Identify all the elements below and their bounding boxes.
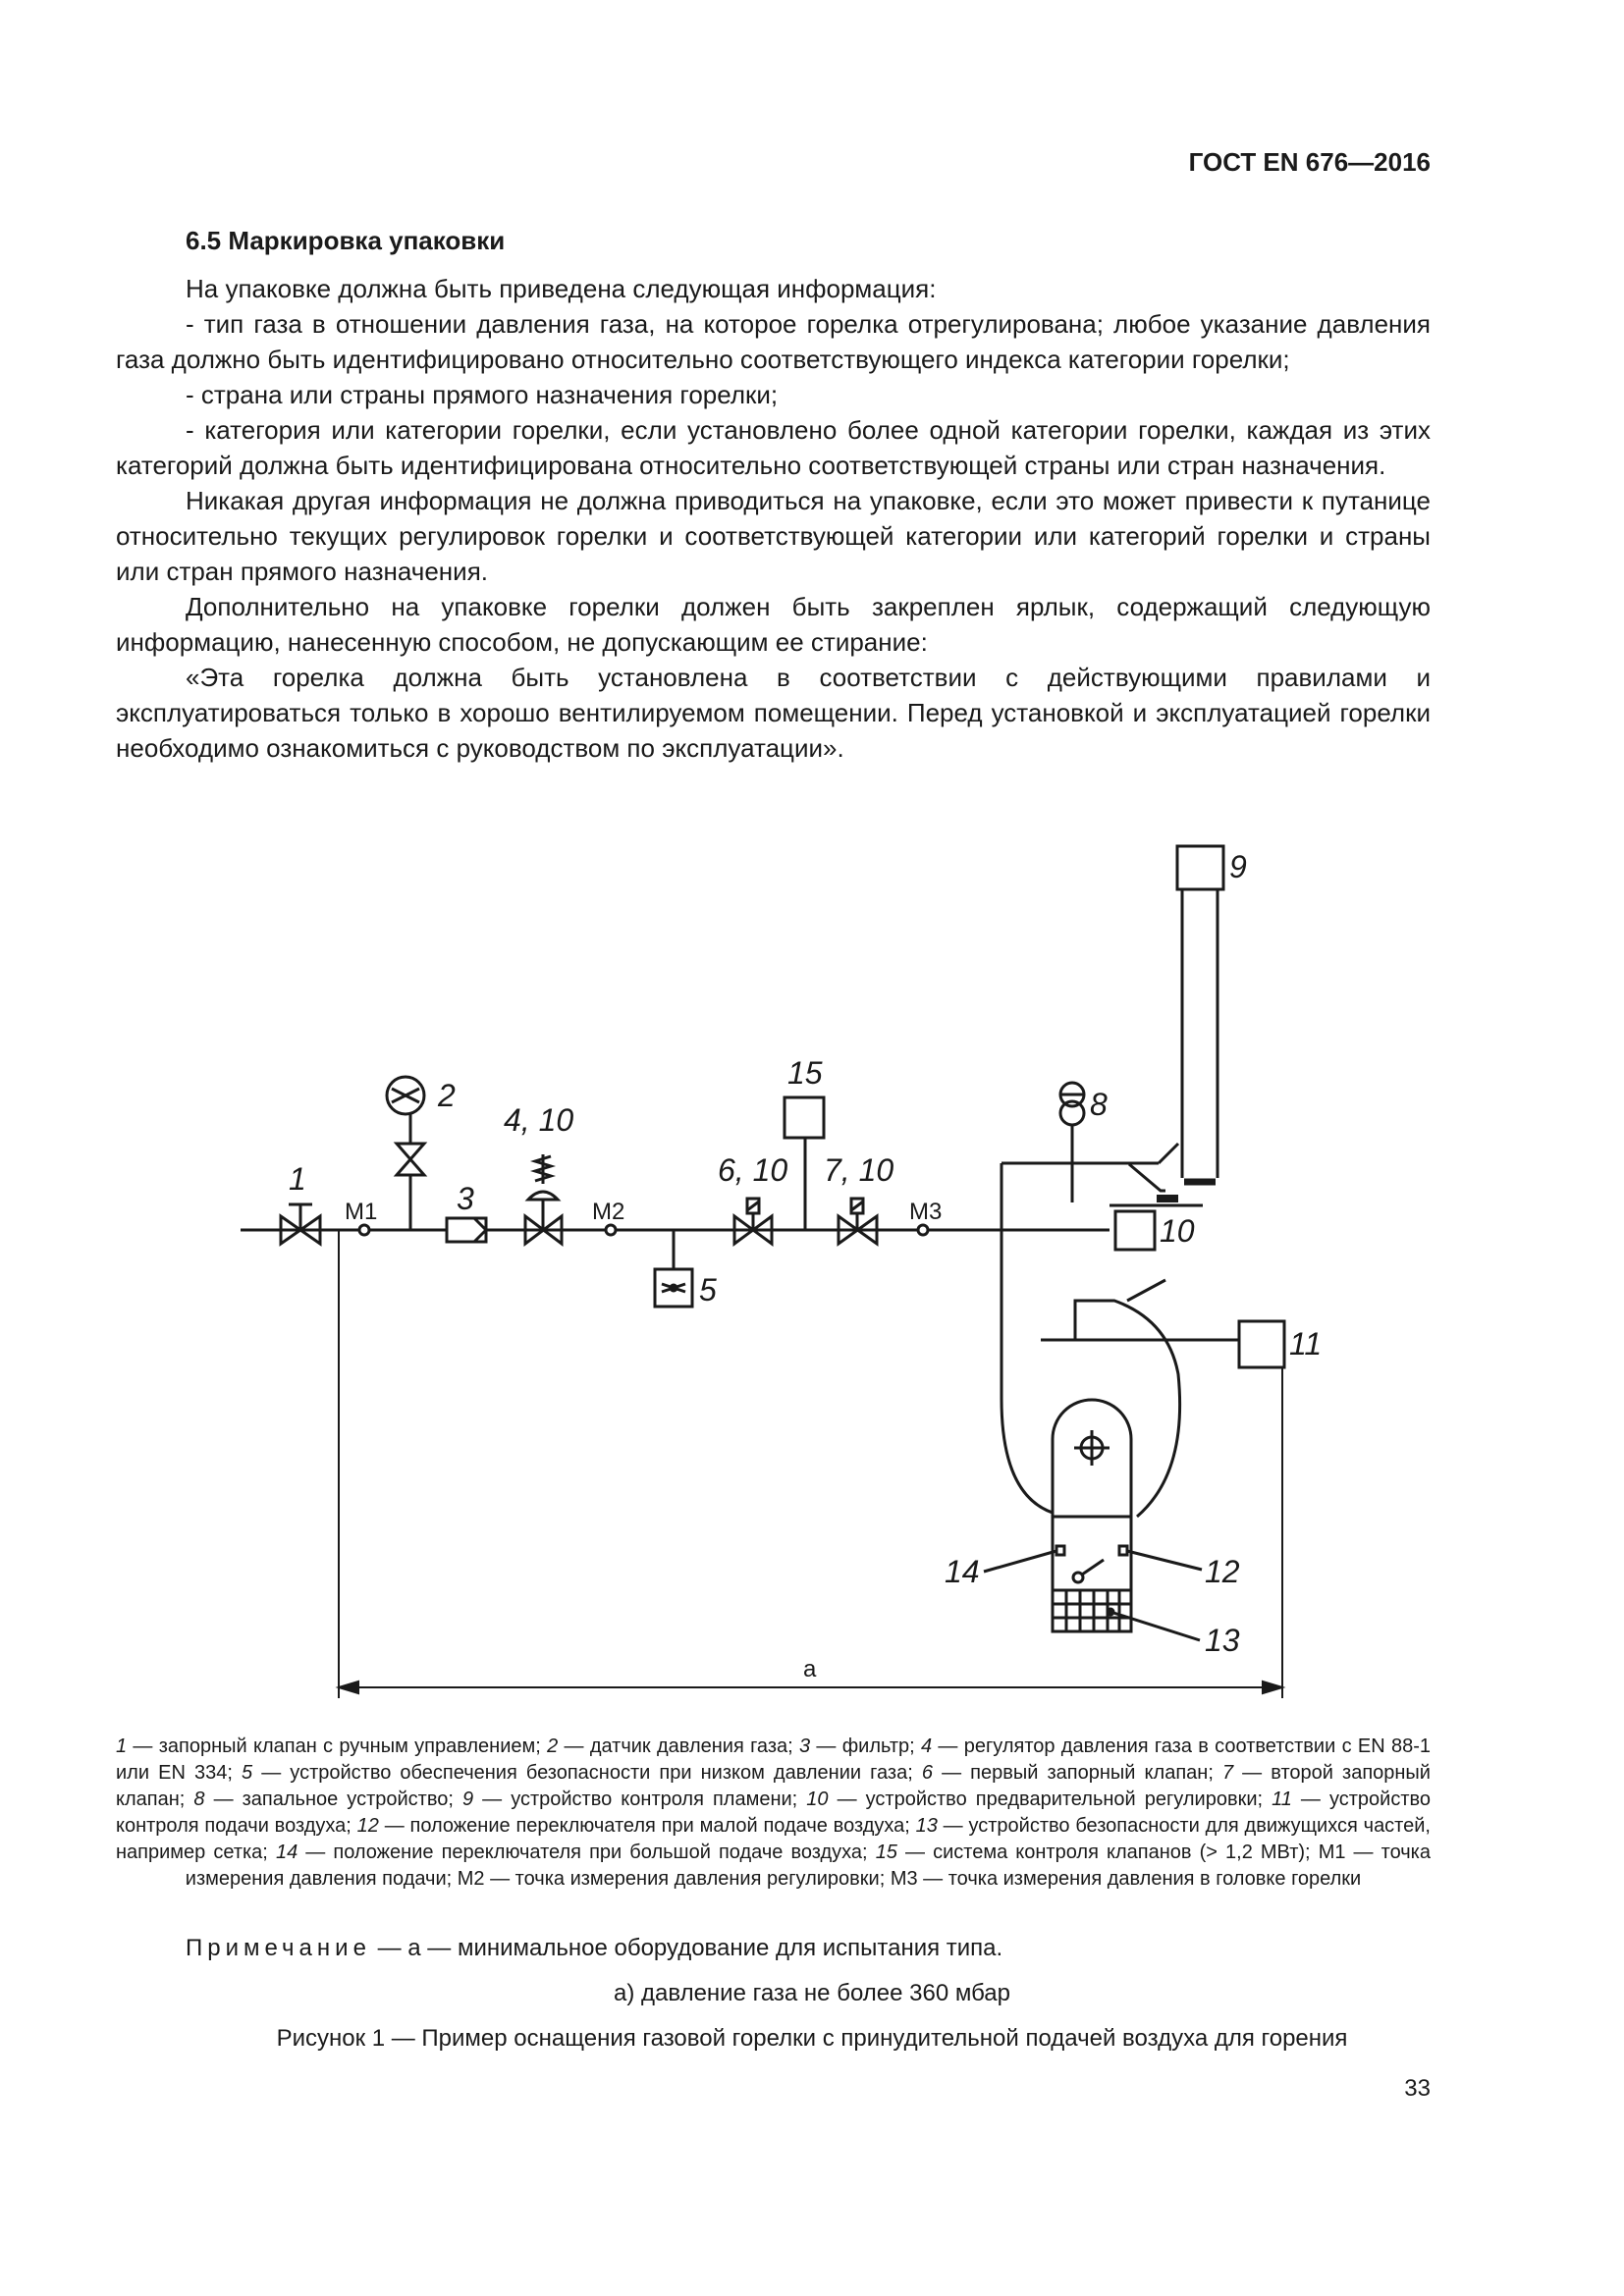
pressure-gauge-symbol	[387, 1077, 424, 1230]
burner-schematic-diagram	[0, 825, 1624, 1728]
flame-monitor-symbol	[1177, 846, 1223, 1182]
legend-item-15: 15 — система контроля клапанов (> 1,2 МВт); М1 — точка измерения давления подачи; М2 — точка измерения давления регулировки; М3 — точка измерения давления в головке горелки	[185, 1842, 1431, 1890]
label-12: 12	[1205, 1554, 1240, 1589]
label-m2: М2	[592, 1199, 625, 1225]
label-dimension-a: а	[803, 1656, 817, 1682]
figure-legend	[116, 1734, 1431, 1893]
legend-item-14: 14 — положение переключателя при большой подаче воздуха;	[275, 1842, 876, 1863]
label-1: 1	[289, 1161, 306, 1197]
paragraph: - страна или страны прямого назначения горелки;	[186, 380, 779, 409]
legend-item-3: 3 — фильтр;	[798, 1735, 921, 1757]
valve-proving-system-symbol	[785, 1097, 824, 1230]
legend-item-9: 9 — устройство контроля пламени;	[461, 1789, 807, 1810]
figure-subcaption: а) давление газа не более 360 мбар	[614, 1980, 1010, 2006]
ignition-device-symbol	[1060, 1083, 1084, 1202]
first-shutoff-valve-symbol	[734, 1199, 772, 1244]
legend-item-12: 12 — положение переключателя при малой подаче воздуха;	[356, 1815, 916, 1837]
label-9: 9	[1229, 849, 1247, 884]
paragraph: На упаковке должна быть приведена следующая информация:	[186, 274, 937, 303]
pre-adjustment-device-box	[1115, 1211, 1155, 1250]
label-7-10: 7, 10	[824, 1152, 894, 1188]
note-label: Примечание	[186, 1935, 371, 1961]
air-proving-device-symbol	[1041, 1321, 1284, 1367]
legend-item-4: 4 — регулятор давления газа в соответствии с EN 88-1 или EN 334;	[116, 1735, 1431, 1784]
paragraph: - категория или категории горелки, если установлено более одной категории горелки, каждая из этих категорий должна быть идентифицирована относительно соответствующей страны или стран назначения.	[116, 415, 1431, 480]
fan-housing-symbol	[1053, 1400, 1131, 1631]
measuring-point-m3	[918, 1225, 928, 1235]
paragraph: - тип газа в отношении давления газа, на которое горелка отрегулирована; любое указание давления газа должно быть идентифицировано относительно соответствующего индекса категории горелки;	[116, 309, 1431, 374]
filter-symbol	[447, 1218, 486, 1242]
legend-item-6: 6 — первый запорный клапан;	[921, 1762, 1222, 1784]
figure-caption: Рисунок 1 — Пример оснащения газовой горелки с принудительной подачей воздуха для горения	[276, 2025, 1348, 2052]
page-number: 33	[1404, 2075, 1431, 2102]
second-shutoff-valve-symbol	[839, 1199, 877, 1244]
label-8: 8	[1090, 1087, 1108, 1122]
label-14: 14	[945, 1554, 980, 1589]
manual-shutoff-valve-symbol	[281, 1204, 320, 1244]
label-5: 5	[699, 1272, 717, 1308]
label-4-10: 4, 10	[504, 1102, 574, 1138]
legend-item-11: 11 — устройство контроля подачи воздуха;	[116, 1789, 1432, 1837]
legend-item-8: 8 — запальное устройство;	[193, 1789, 462, 1810]
section-heading: 6.5 Маркировка упаковки	[186, 226, 506, 255]
label-13: 13	[1205, 1623, 1240, 1658]
legend-item-7: 7 — второй запорный клапан;	[116, 1762, 1431, 1810]
measuring-point-m2	[606, 1225, 616, 1235]
label-2: 2	[438, 1078, 456, 1113]
low-pressure-safety-device-symbol	[655, 1230, 692, 1307]
legend-item-5: 5 — устройство обеспечения безопасности при низком давлении газа;	[242, 1762, 922, 1784]
legend-item-2: 2 — датчик давления газа;	[547, 1735, 799, 1757]
label-11: 11	[1289, 1326, 1323, 1362]
legend-item-13: 13 — устройство безопасности для движущихся частей, например сетка;	[116, 1815, 1431, 1863]
figure-note	[186, 1935, 1002, 1962]
label-m3: М3	[909, 1199, 943, 1225]
paragraph: Дополнительно на упаковке горелки должен быть закреплен ярлык, содержащий следующую информацию, нанесенную способом, не допускающим ее стирание:	[116, 592, 1431, 657]
note-text: — а — минимальное оборудование для испытания типа.	[370, 1935, 1003, 1961]
label-10: 10	[1160, 1213, 1195, 1249]
label-m1: М1	[345, 1199, 378, 1225]
body-text	[116, 271, 1431, 766]
label-15: 15	[787, 1055, 823, 1091]
label-3: 3	[457, 1181, 474, 1216]
legend-item-10: 10 — устройство предварительной регулировки;	[806, 1789, 1272, 1810]
measuring-point-m1	[359, 1225, 369, 1235]
dimension-line-a	[339, 1230, 1282, 1698]
paragraph: «Эта горелка должна быть установлена в соответствии с действующими правилами и эксплуатироваться только в хорошо вентилируемом помещении. Перед установкой и эксплуатацией горелки необходимо ознакомиться с руководством по эксплуатации».	[116, 663, 1431, 763]
document-id-header: ГОСТ EN 676—2016	[1188, 147, 1431, 177]
legend-item-1: 1 — запорный клапан с ручным управлением;	[116, 1735, 548, 1757]
label-6-10: 6, 10	[718, 1152, 788, 1188]
paragraph: Никакая другая информация не должна приводиться на упаковке, если это может привести к путанице относительно текущих регулировок горелки и соответствующей категории или категорий горелки и страны или стран прямого назначения.	[116, 486, 1431, 586]
main-gas-line	[241, 1205, 1203, 1230]
